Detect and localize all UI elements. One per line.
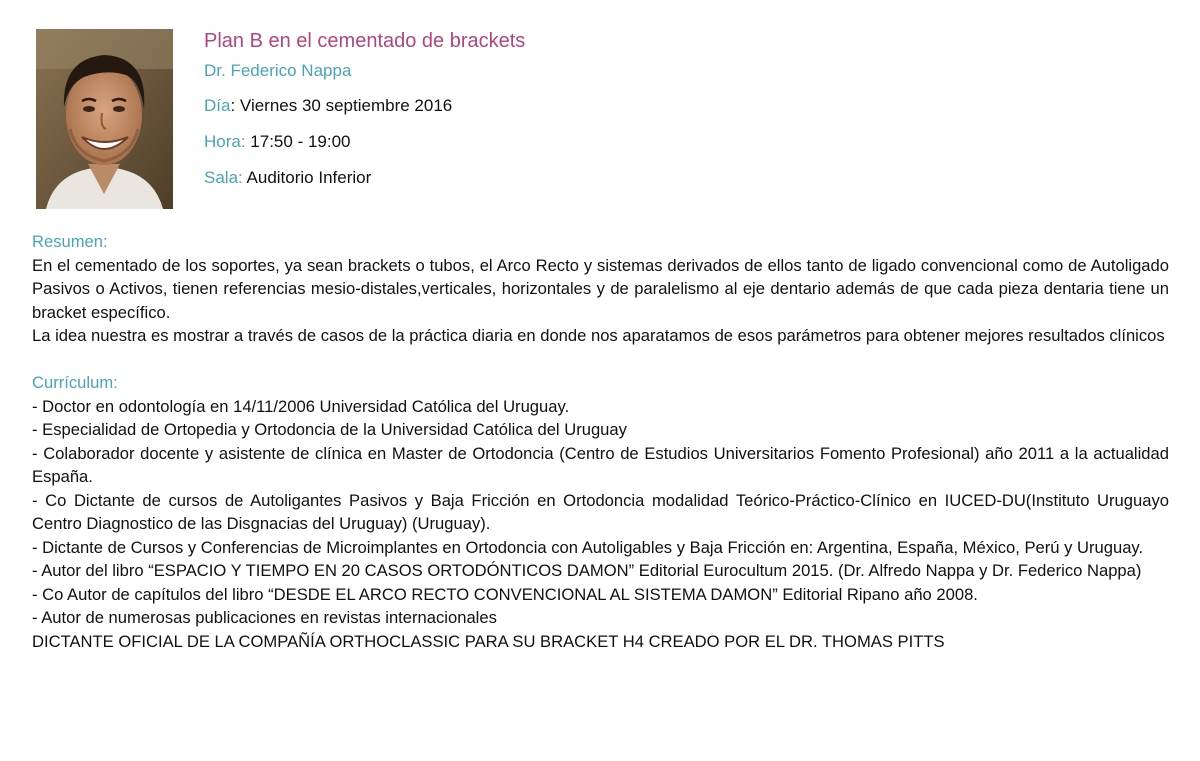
speaker-name: Dr. Federico Nappa (204, 61, 352, 80)
talk-room (204, 167, 525, 189)
curriculum-item: - Especialidad de Ortopedia y Ortodoncia de la Universidad Católica del Uruguay (32, 420, 627, 439)
talk-day (204, 95, 525, 117)
time-label: Hora: (204, 132, 246, 151)
talk-header (204, 28, 525, 203)
day-label: Día (204, 96, 231, 115)
section-spacer (32, 348, 1169, 372)
talk-details (32, 230, 1169, 653)
curriculum-heading: Currículum: (32, 373, 118, 392)
curriculum-item: - Dictante de Cursos y Conferencias de Microimplantes en Ortodoncia con Autoligables y Baja Fricción en: Argentina, España, México, Perú y Uruguay. (32, 537, 1144, 557)
curriculum-item: - Co Dictante de cursos de Autoligantes Pasivos y Baja Fricción en Ortodoncia modalidad Teórico-Práctico-Clínico en IUCED-DU(Instituto Uruguayo Centro Diagnostico de las Disgnacias del Uruguay) (Uruguay). (32, 490, 1169, 533)
room-label: Sala: (204, 168, 243, 187)
curriculum-item: - Doctor en odontología en 14/11/2006 Universidad Católica del Uruguay. (32, 396, 570, 416)
time-value: 17:50 - 19:00 (245, 132, 351, 151)
summary-paragraph-1: En el cementado de los soportes, ya sean brackets o tubos, el Arco Recto y sistemas derivados de ellos tanto de ligado convencional como de Autoligado Pasivos o Activos, tienen referencias mesio-distales,verticales, horizontales y de paralelismo al eje dentario además de que cada pieza dentaria tiene un bracket específico. (32, 255, 1169, 322)
summary-heading: Resumen: (32, 232, 108, 251)
curriculum-item: - Autor de numerosas publicaciones en revistas internacionales (32, 608, 497, 627)
official-speaker-note: DICTANTE OFICIAL DE LA COMPAÑÍA ORTHOCLASSIC PARA SU BRACKET H4 CREADO POR EL DR. THOMAS PITTS (32, 631, 945, 651)
room-value: Auditorio Inferior (242, 168, 372, 187)
curriculum-item: - Co Autor de capítulos del libro “DESDE EL ARCO RECTO CONVENCIONAL AL SISTEMA DAMON” Editorial Ripano año 2008. (32, 584, 978, 604)
day-value: : Viernes 30 septiembre 2016 (230, 96, 453, 115)
curriculum-item: - Colaborador docente y asistente de clínica en Master de Ortodoncia (Centro de Estudios Universitarios Fomento Profesional) año 2011 a la actualidad España. (32, 443, 1169, 486)
summary-paragraph-2: La idea nuestra es mostrar a través de casos de la práctica diaria en donde nos aparatamos de esos parámetros para obtener mejores resultados clínicos (32, 326, 1165, 345)
speaker-portrait-image (36, 29, 173, 209)
talk-title: Plan B en el cementado de brackets (204, 30, 526, 52)
curriculum-list (32, 395, 1169, 630)
talk-time (204, 131, 525, 153)
speaker-photo (36, 29, 173, 209)
curriculum-item: - Autor del libro “ESPACIO Y TIEMPO EN 20 CASOS ORTODÓNTICOS DAMON” Editorial Eurocultum 2015. (Dr. Alfredo Nappa y Dr. Federico Nappa) (32, 561, 1142, 580)
